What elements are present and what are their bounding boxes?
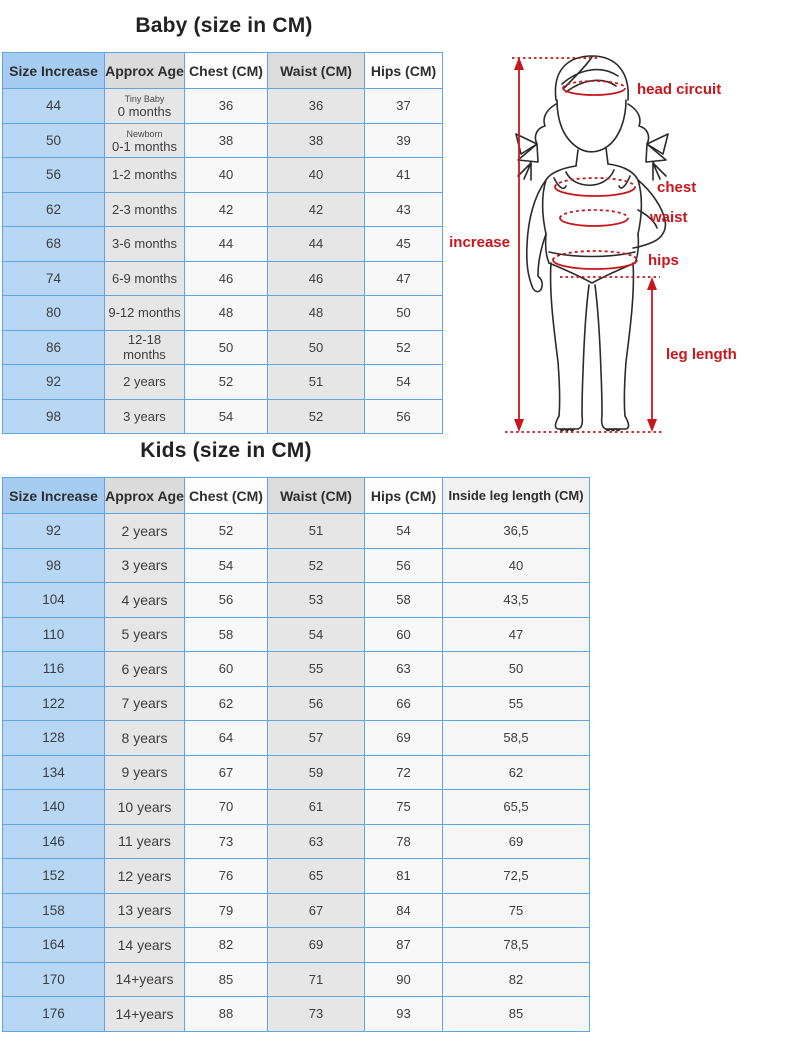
cell-leg: 78,5: [443, 928, 590, 963]
table-row: [3, 617, 590, 652]
cell-hips: 69: [365, 721, 443, 756]
cell-waist: 51: [268, 365, 365, 400]
cell-chest: 50: [185, 330, 268, 365]
cell-chest: 52: [185, 365, 268, 400]
cell-size: 128: [3, 721, 105, 756]
cell-hips: 66: [365, 686, 443, 721]
cell-chest: 44: [185, 227, 268, 262]
table-row: [3, 962, 590, 997]
table-row: [3, 893, 590, 928]
header-row: [3, 478, 590, 514]
cell-hips: 84: [365, 893, 443, 928]
table-row: [3, 227, 443, 262]
table-row: [3, 158, 443, 193]
cell-hips: 52: [365, 330, 443, 365]
cell-size: 98: [3, 548, 105, 583]
cell-leg: 55: [443, 686, 590, 721]
cell-waist: 36: [268, 89, 365, 124]
cell-leg: 72,5: [443, 859, 590, 894]
cell-leg: 85: [443, 997, 590, 1032]
cell-size: 92: [3, 514, 105, 549]
cell-chest: 64: [185, 721, 268, 756]
table-row: [3, 686, 590, 721]
table-row: [3, 330, 443, 365]
table-row: [3, 721, 590, 756]
cell-leg: 50: [443, 652, 590, 687]
cell-leg: 40: [443, 548, 590, 583]
cell-age: 3 years: [105, 548, 185, 583]
column-header: Chest (CM): [185, 478, 268, 514]
cell-hips: 72: [365, 755, 443, 790]
cell-chest: 36: [185, 89, 268, 124]
cell-chest: 48: [185, 296, 268, 331]
cell-waist: 52: [268, 548, 365, 583]
column-header: Approx Age: [105, 478, 185, 514]
cell-hips: 50: [365, 296, 443, 331]
cell-waist: 53: [268, 583, 365, 618]
table-row: [3, 365, 443, 400]
cell-size: 140: [3, 790, 105, 825]
column-header: Waist (CM): [268, 53, 365, 89]
cell-waist: 51: [268, 514, 365, 549]
cell-waist: 63: [268, 824, 365, 859]
cell-leg: 75: [443, 893, 590, 928]
cell-hips: 87: [365, 928, 443, 963]
table-row: [3, 296, 443, 331]
cell-chest: 38: [185, 123, 268, 158]
cell-waist: 52: [268, 399, 365, 434]
hips-label: hips: [648, 252, 679, 269]
cell-size: 62: [3, 192, 105, 227]
column-header: Size Increase: [3, 53, 105, 89]
column-header: Waist (CM): [268, 478, 365, 514]
cell-age: 2 years: [105, 514, 185, 549]
cell-chest: 46: [185, 261, 268, 296]
cell-chest: 52: [185, 514, 268, 549]
table-row: [3, 399, 443, 434]
cell-size: 122: [3, 686, 105, 721]
cell-hips: 56: [365, 548, 443, 583]
cell-hips: 54: [365, 514, 443, 549]
table-row: [3, 89, 443, 124]
cell-age: 2-3 months: [105, 192, 185, 227]
cell-chest: 70: [185, 790, 268, 825]
cell-leg: 43,5: [443, 583, 590, 618]
cell-chest: 60: [185, 652, 268, 687]
cell-size: 164: [3, 928, 105, 963]
table-row: [3, 997, 590, 1032]
cell-hips: 60: [365, 617, 443, 652]
waist-label: waist: [650, 209, 688, 226]
cell-hips: 45: [365, 227, 443, 262]
cell-size: 50: [3, 123, 105, 158]
chest-line: [555, 187, 635, 196]
cell-chest: 82: [185, 928, 268, 963]
column-header: Hips (CM): [365, 53, 443, 89]
cell-waist: 46: [268, 261, 365, 296]
cell-chest: 62: [185, 686, 268, 721]
cell-leg: 58,5: [443, 721, 590, 756]
cell-age: 10 years: [105, 790, 185, 825]
cell-size: 158: [3, 893, 105, 928]
table-row: [3, 261, 443, 296]
cell-age: 6 years: [105, 652, 185, 687]
cell-age: 5 years: [105, 617, 185, 652]
cell-waist: 38: [268, 123, 365, 158]
table-row: [3, 790, 590, 825]
cell-age: 11 years: [105, 824, 185, 859]
cell-waist: 71: [268, 962, 365, 997]
arrow-heads: [514, 57, 657, 432]
cell-age: 14 years: [105, 928, 185, 963]
cell-waist: 67: [268, 893, 365, 928]
cell-waist: 69: [268, 928, 365, 963]
head-circuit-line: [563, 88, 625, 95]
cell-size: 110: [3, 617, 105, 652]
cell-waist: 61: [268, 790, 365, 825]
table-row: [3, 192, 443, 227]
cell-age: 7 years: [105, 686, 185, 721]
increase-label: increase: [449, 234, 510, 251]
header-row: [3, 53, 443, 89]
cell-chest: 88: [185, 997, 268, 1032]
cell-leg: 36,5: [443, 514, 590, 549]
cell-size: 86: [3, 330, 105, 365]
cell-age: 13 years: [105, 893, 185, 928]
head-circuit-label: head circuit: [637, 81, 722, 98]
cell-chest: 73: [185, 824, 268, 859]
table-row: [3, 824, 590, 859]
cell-hips: 58: [365, 583, 443, 618]
cell-waist: 44: [268, 227, 365, 262]
table-row: [3, 652, 590, 687]
table-row: [3, 123, 443, 158]
cell-hips: 78: [365, 824, 443, 859]
cell-age: Tiny Baby 0 months: [105, 89, 185, 124]
cell-chest: 67: [185, 755, 268, 790]
cell-age: 3 years: [105, 399, 185, 434]
cell-size: 116: [3, 652, 105, 687]
cell-hips: 47: [365, 261, 443, 296]
cell-chest: 40: [185, 158, 268, 193]
cell-leg: 69: [443, 824, 590, 859]
cell-age: 4 years: [105, 583, 185, 618]
cell-size: 134: [3, 755, 105, 790]
cell-size: 176: [3, 997, 105, 1032]
cell-chest: 54: [185, 548, 268, 583]
cell-hips: 41: [365, 158, 443, 193]
cell-hips: 93: [365, 997, 443, 1032]
cell-leg: 62: [443, 755, 590, 790]
cell-size: 44: [3, 89, 105, 124]
column-header: Hips (CM): [365, 478, 443, 514]
cell-size: 146: [3, 824, 105, 859]
baby-table-title: Baby (size in CM): [135, 14, 313, 37]
cell-hips: 37: [365, 89, 443, 124]
cell-hips: 43: [365, 192, 443, 227]
cell-age: Newborn 0-1 months: [105, 123, 185, 158]
cell-waist: 56: [268, 686, 365, 721]
cell-size: 98: [3, 399, 105, 434]
cell-size: 74: [3, 261, 105, 296]
measurement-diagram: [440, 40, 794, 450]
leg-length-label: leg length: [666, 346, 737, 363]
cell-hips: 81: [365, 859, 443, 894]
cell-size: 80: [3, 296, 105, 331]
table-row: [3, 514, 590, 549]
cell-hips: 54: [365, 365, 443, 400]
cell-age: 3-6 months: [105, 227, 185, 262]
cell-size: 56: [3, 158, 105, 193]
kids-table-title: Kids (size in CM): [140, 439, 312, 462]
child-figure-illustration: [440, 40, 794, 450]
table-row: [3, 583, 590, 618]
cell-size: 92: [3, 365, 105, 400]
cell-chest: 54: [185, 399, 268, 434]
cell-leg: 82: [443, 962, 590, 997]
cell-age: 8 years: [105, 721, 185, 756]
cell-hips: 75: [365, 790, 443, 825]
table-row: [3, 859, 590, 894]
cell-waist: 59: [268, 755, 365, 790]
cell-chest: 58: [185, 617, 268, 652]
cell-chest: 42: [185, 192, 268, 227]
cell-size: 152: [3, 859, 105, 894]
cell-waist: 57: [268, 721, 365, 756]
column-header: Chest (CM): [185, 53, 268, 89]
cell-age: 6-9 months: [105, 261, 185, 296]
cell-age: 9-12 months: [105, 296, 185, 331]
cell-chest: 56: [185, 583, 268, 618]
cell-waist: 55: [268, 652, 365, 687]
table-row: [3, 548, 590, 583]
column-header: Size Increase: [3, 478, 105, 514]
cell-hips: 63: [365, 652, 443, 687]
kids-size-table: [2, 477, 590, 1032]
column-header: Approx Age: [105, 53, 185, 89]
column-header: Inside leg length (CM): [443, 478, 590, 514]
cell-age: 9 years: [105, 755, 185, 790]
cell-leg: 65,5: [443, 790, 590, 825]
cell-hips: 90: [365, 962, 443, 997]
cell-waist: 42: [268, 192, 365, 227]
cell-size: 170: [3, 962, 105, 997]
cell-age: 12-18 months: [105, 330, 185, 365]
cell-chest: 79: [185, 893, 268, 928]
cell-waist: 65: [268, 859, 365, 894]
baby-size-table: [2, 52, 443, 434]
waist-line: [560, 218, 628, 226]
child-line-art: [516, 56, 668, 431]
cell-age: 14+years: [105, 962, 185, 997]
table-row: [3, 755, 590, 790]
cell-hips: 39: [365, 123, 443, 158]
cell-age: 1-2 months: [105, 158, 185, 193]
table-row: [3, 928, 590, 963]
cell-size: 104: [3, 583, 105, 618]
cell-size: 68: [3, 227, 105, 262]
cell-age: 2 years: [105, 365, 185, 400]
cell-waist: 48: [268, 296, 365, 331]
cell-waist: 40: [268, 158, 365, 193]
chest-label: chest: [657, 179, 697, 196]
cell-age: 12 years: [105, 859, 185, 894]
cell-age: 14+years: [105, 997, 185, 1032]
cell-waist: 54: [268, 617, 365, 652]
cell-waist: 50: [268, 330, 365, 365]
cell-hips: 56: [365, 399, 443, 434]
cell-chest: 85: [185, 962, 268, 997]
cell-chest: 76: [185, 859, 268, 894]
cell-waist: 73: [268, 997, 365, 1032]
cell-leg: 47: [443, 617, 590, 652]
